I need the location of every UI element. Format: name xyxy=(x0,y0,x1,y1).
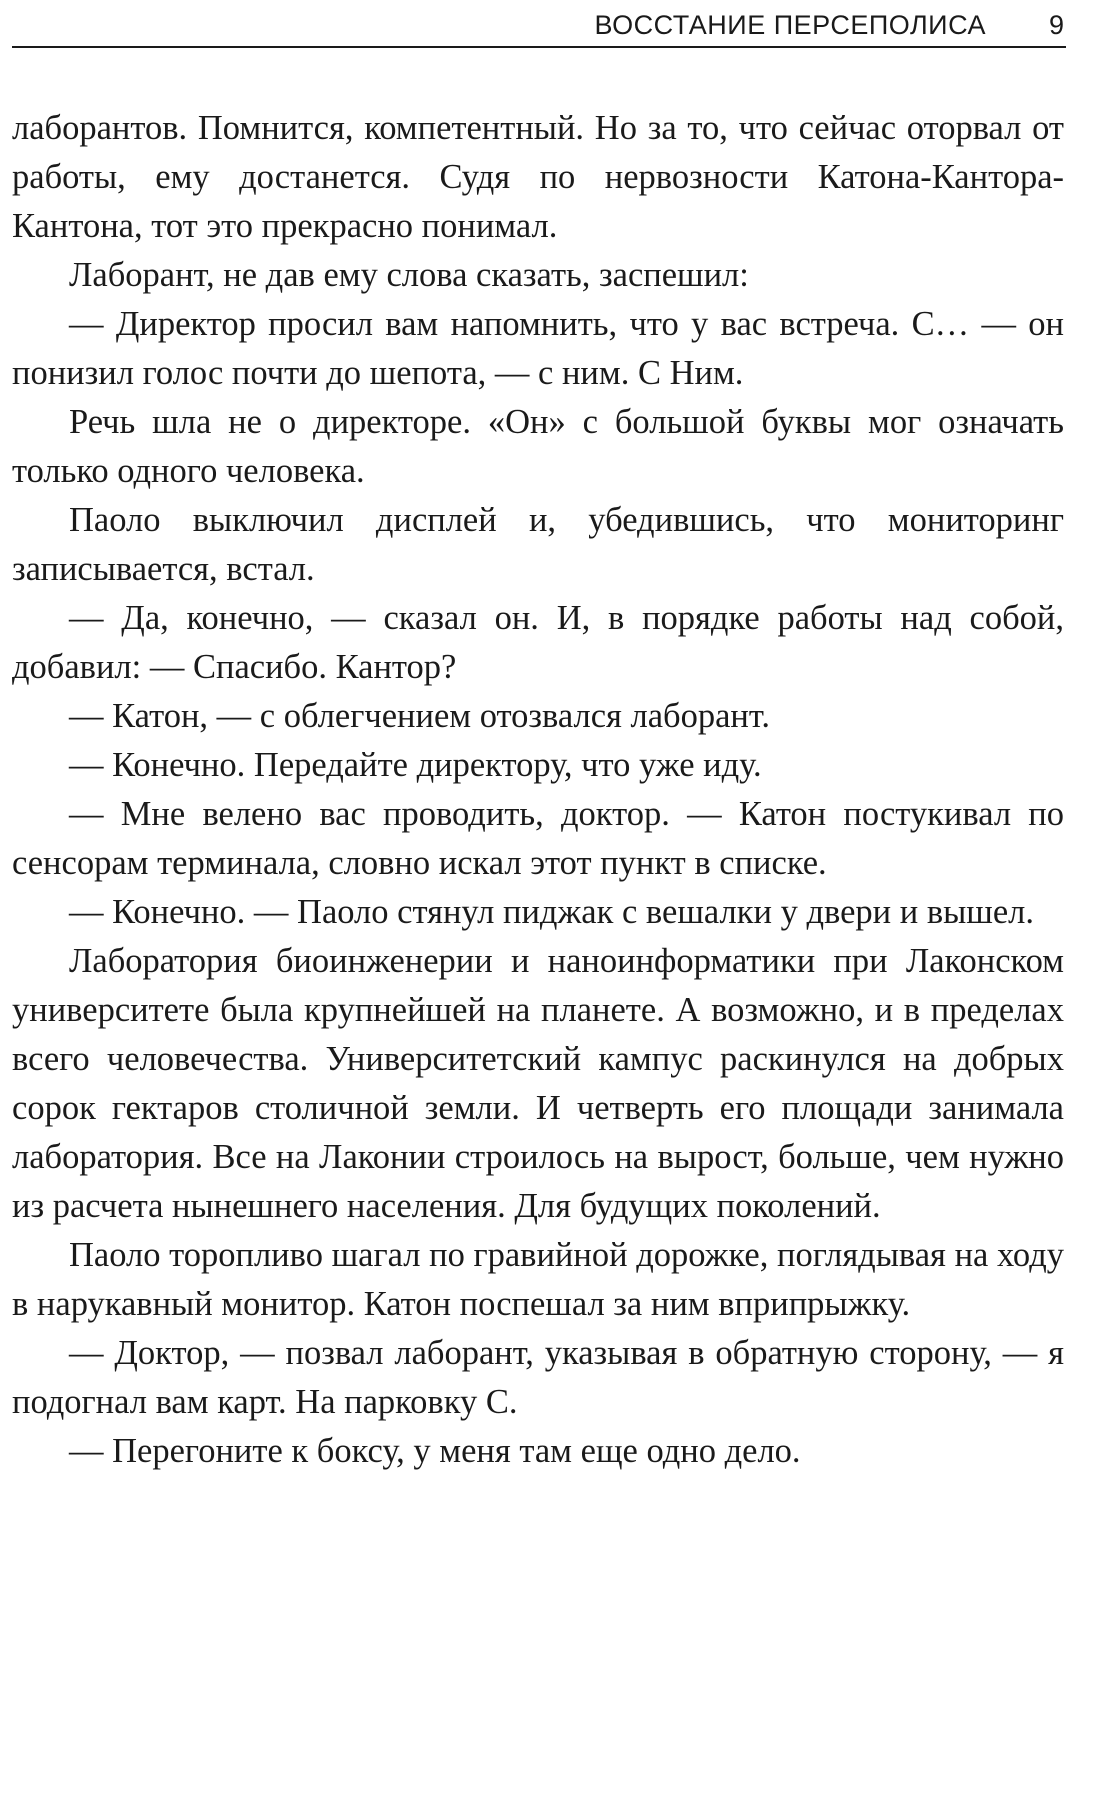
dialogue-line: — Перегоните к боксу, у меня там еще одно дело. xyxy=(69,1432,801,1470)
page-number: 9 xyxy=(1048,10,1064,40)
paragraph: Лаборант, не дав ему слова сказать, заспешил: xyxy=(69,256,749,294)
dialogue-line: — Доктор, — позвал лаборант, указывая в обратную сторону, — я подогнал вам карт. На парковку С. xyxy=(12,1334,1064,1421)
paragraph: Паоло выключил дисплей и, убедившись, что мониторинг записывается, встал. xyxy=(12,501,1064,588)
dialogue-line: — Конечно. Передайте директору, что уже иду. xyxy=(69,746,762,784)
dialogue-line: — Катон, — с облегчением отозвался лаборант. xyxy=(69,697,770,735)
dialogue-line: — Директор просил вам напомнить, что у вас встреча. С… — он понизил голос почти до шепота, — с ним. С Ним. xyxy=(12,305,1064,392)
paragraph-continued: лаборантов. Помнится, компетентный. Но за то, что сейчас оторвал от работы, ему достанется. Судя по нервозности Катона-Кантора-Кантона, тот это прекрасно понимал. xyxy=(12,109,1064,245)
paragraph: Паоло торопливо шагал по гравийной дорожке, поглядывая на ходу в нарукавный монитор. Катон поспешал за ним вприпрыжку. xyxy=(12,1236,1064,1323)
dialogue-line: — Конечно. — Паоло стянул пиджак с вешалки у двери и вышел. xyxy=(69,893,1035,931)
dialogue-line: — Мне велено вас проводить, доктор. — Катон постукивал по сенсорам терминала, словно искал этот пункт в списке. xyxy=(12,795,1064,882)
paragraph: Речь шла не о директоре. «Он» с большой буквы мог означать только одного человека. xyxy=(12,403,1064,490)
book-title: ВОССТАНИЕ ПЕРСЕПОЛИСА xyxy=(594,10,986,40)
paragraph: Лаборатория биоинженерии и наноинформатики при Лаконском университете была крупнейшей на планете. А возможно, и в пределах всего человечества. Университетский кампус раскинулся на добрых сорок гектаров столичной земли. И четверть его площади занимала лаборатория. Все на Лаконии строилось на вырост, больше, чем нужно из расчета нынешнего населения. Для будущих поколений. xyxy=(12,942,1064,1225)
dialogue-line: — Да, конечно, — сказал он. И, в порядке работы над собой, добавил: — Спасибо. Кантор? xyxy=(12,599,1064,686)
page-body xyxy=(12,104,1064,1476)
running-header xyxy=(12,4,1066,48)
